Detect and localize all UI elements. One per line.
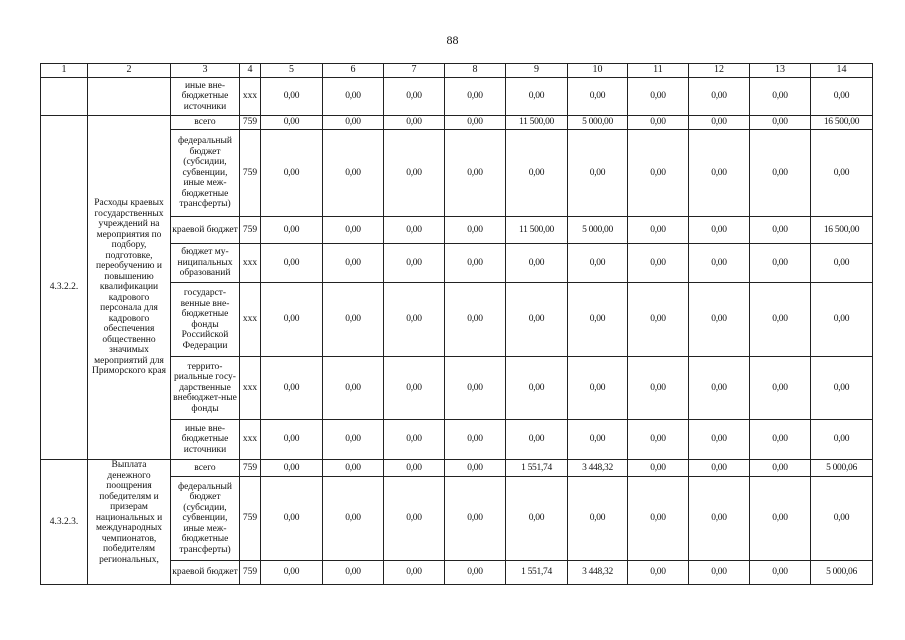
header-cell: 5: [261, 64, 323, 78]
amount-cell: 0,00: [261, 244, 323, 283]
amount-cell: 0,00: [506, 420, 568, 460]
amount-cell: 0,00: [568, 78, 628, 116]
amount-cell: 0,00: [384, 357, 445, 420]
table-row: [41, 78, 873, 116]
funding-source: краевой бюджет: [171, 561, 240, 585]
amount-cell: 0,00: [261, 561, 323, 585]
amount-cell: 3 448,32: [568, 460, 628, 477]
amount-cell: 0,00: [750, 561, 811, 585]
amount-cell: 0,00: [750, 244, 811, 283]
table-row: [41, 116, 873, 130]
amount-cell: 0,00: [323, 357, 384, 420]
amount-cell: 0,00: [445, 130, 506, 217]
header-cell: 13: [750, 64, 811, 78]
amount-cell: 0,00: [750, 420, 811, 460]
amount-cell: 0,00: [628, 78, 689, 116]
amount-cell: 16 500,00: [811, 217, 873, 244]
amount-cell: 0,00: [628, 130, 689, 217]
amount-cell: 0,00: [323, 420, 384, 460]
amount-cell: 0,00: [750, 116, 811, 130]
amount-cell: 0,00: [445, 420, 506, 460]
amount-cell: 0,00: [568, 357, 628, 420]
amount-cell: 0,00: [689, 244, 750, 283]
amount-cell: 0,00: [323, 130, 384, 217]
amount-cell: 0,00: [568, 283, 628, 357]
amount-cell: 0,00: [689, 357, 750, 420]
amount-cell: 0,00: [811, 78, 873, 116]
row-number-empty: [41, 78, 88, 116]
amount-cell: 0,00: [384, 420, 445, 460]
amount-cell: 0,00: [261, 78, 323, 116]
amount-cell: 0,00: [506, 130, 568, 217]
amount-cell: 0,00: [445, 561, 506, 585]
amount-cell: 0,00: [323, 283, 384, 357]
amount-cell: 0,00: [323, 78, 384, 116]
amount-cell: 0,00: [506, 244, 568, 283]
amount-cell: 16 500,00: [811, 116, 873, 130]
amount-cell: 0,00: [506, 78, 568, 116]
expense-code: 759: [240, 130, 261, 217]
amount-cell: 11 500,00: [506, 116, 568, 130]
amount-cell: 0,00: [689, 283, 750, 357]
amount-cell: 0,00: [445, 460, 506, 477]
amount-cell: 0,00: [384, 244, 445, 283]
expense-code: ххх: [240, 283, 261, 357]
amount-cell: 0,00: [628, 420, 689, 460]
amount-cell: 0,00: [811, 283, 873, 357]
row-number: 4.3.2.2.: [41, 116, 88, 460]
row-number: 4.3.2.3.: [41, 460, 88, 585]
table-row: [41, 460, 873, 477]
amount-cell: 0,00: [384, 460, 445, 477]
amount-cell: 0,00: [750, 283, 811, 357]
amount-cell: 0,00: [568, 130, 628, 217]
amount-cell: 0,00: [568, 477, 628, 561]
amount-cell: 0,00: [323, 217, 384, 244]
event-name-empty: [88, 78, 171, 116]
header-cell: 7: [384, 64, 445, 78]
amount-cell: 0,00: [750, 357, 811, 420]
amount-cell: 0,00: [261, 357, 323, 420]
amount-cell: 5 000,00: [568, 217, 628, 244]
amount-cell: 0,00: [506, 283, 568, 357]
amount-cell: 0,00: [628, 283, 689, 357]
amount-cell: 0,00: [750, 78, 811, 116]
amount-cell: 0,00: [323, 460, 384, 477]
amount-cell: 0,00: [445, 477, 506, 561]
expense-code: 759: [240, 217, 261, 244]
header-cell: 6: [323, 64, 384, 78]
header-cell: 3: [171, 64, 240, 78]
amount-cell: 0,00: [628, 561, 689, 585]
amount-cell: 0,00: [628, 357, 689, 420]
funding-source: бюджет му-ниципальных образований: [171, 244, 240, 283]
header-cell: 2: [88, 64, 171, 78]
amount-cell: 0,00: [628, 477, 689, 561]
expense-code: 759: [240, 561, 261, 585]
amount-cell: 0,00: [568, 420, 628, 460]
amount-cell: 5 000,00: [568, 116, 628, 130]
expense-code: 759: [240, 460, 261, 477]
event-name: Выплата денежного поощрения победителям и призерам национальных и международных чемпионатов, победителям региональных,: [88, 460, 171, 585]
funding-source: краевой бюджет: [171, 217, 240, 244]
amount-cell: 0,00: [689, 477, 750, 561]
amount-cell: 1 551,74: [506, 460, 568, 477]
header-cell: 10: [568, 64, 628, 78]
amount-cell: 0,00: [445, 78, 506, 116]
amount-cell: 0,00: [323, 561, 384, 585]
header-cell: 12: [689, 64, 750, 78]
amount-cell: 0,00: [323, 116, 384, 130]
amount-cell: 0,00: [445, 116, 506, 130]
expense-code: ххх: [240, 244, 261, 283]
funding-source: иные вне-бюджетные источники: [171, 420, 240, 460]
amount-cell: 0,00: [689, 116, 750, 130]
header-cell: 4: [240, 64, 261, 78]
amount-cell: 0,00: [261, 477, 323, 561]
amount-cell: 0,00: [384, 477, 445, 561]
funding-source: иные вне-бюджетные источники: [171, 78, 240, 116]
amount-cell: 3 448,32: [568, 561, 628, 585]
amount-cell: 0,00: [384, 283, 445, 357]
amount-cell: 0,00: [261, 460, 323, 477]
amount-cell: 0,00: [811, 357, 873, 420]
amount-cell: 1 551,74: [506, 561, 568, 585]
amount-cell: 0,00: [811, 420, 873, 460]
amount-cell: 0,00: [445, 357, 506, 420]
amount-cell: 0,00: [384, 217, 445, 244]
amount-cell: 0,00: [384, 78, 445, 116]
amount-cell: 5 000,06: [811, 460, 873, 477]
funding-source: федеральный бюджет (субсидии, субвенции, иные меж-бюджетные трансферты): [171, 477, 240, 561]
expense-code: ххх: [240, 78, 261, 116]
amount-cell: 11 500,00: [506, 217, 568, 244]
budget-table: [40, 63, 873, 585]
funding-source: всего: [171, 116, 240, 130]
amount-cell: 0,00: [445, 217, 506, 244]
amount-cell: 0,00: [323, 477, 384, 561]
amount-cell: 0,00: [568, 244, 628, 283]
header-cell: 9: [506, 64, 568, 78]
amount-cell: 0,00: [689, 561, 750, 585]
expense-code: 759: [240, 116, 261, 130]
amount-cell: 0,00: [689, 78, 750, 116]
amount-cell: 0,00: [506, 357, 568, 420]
funding-source: всего: [171, 460, 240, 477]
amount-cell: 0,00: [323, 244, 384, 283]
amount-cell: 0,00: [811, 244, 873, 283]
amount-cell: 0,00: [689, 217, 750, 244]
amount-cell: 0,00: [384, 116, 445, 130]
amount-cell: 0,00: [811, 130, 873, 217]
amount-cell: 0,00: [689, 420, 750, 460]
amount-cell: 0,00: [750, 217, 811, 244]
amount-cell: 0,00: [506, 477, 568, 561]
amount-cell: 0,00: [261, 420, 323, 460]
amount-cell: 0,00: [750, 477, 811, 561]
amount-cell: 0,00: [261, 116, 323, 130]
expense-code: ххх: [240, 357, 261, 420]
header-row: [41, 64, 873, 78]
amount-cell: 0,00: [689, 130, 750, 217]
amount-cell: 0,00: [750, 460, 811, 477]
amount-cell: 0,00: [261, 217, 323, 244]
amount-cell: 0,00: [811, 477, 873, 561]
amount-cell: 5 000,06: [811, 561, 873, 585]
amount-cell: 0,00: [384, 130, 445, 217]
header-cell: 1: [41, 64, 88, 78]
amount-cell: 0,00: [628, 244, 689, 283]
amount-cell: 0,00: [384, 561, 445, 585]
expense-code: ххх: [240, 420, 261, 460]
amount-cell: 0,00: [628, 217, 689, 244]
expense-code: 759: [240, 477, 261, 561]
amount-cell: 0,00: [445, 283, 506, 357]
header-cell: 11: [628, 64, 689, 78]
event-name: Расходы краевых государственных учреждений на мероприятия по подбору, подготовке, переобучению и повышению квалификации кадрового персонала для кадрового обеспечения общественно значимых мероприятий для Приморского края: [88, 116, 171, 460]
funding-source: федеральный бюджет (субсидии, субвенции, иные меж-бюджетные трансферты): [171, 130, 240, 217]
amount-cell: 0,00: [628, 460, 689, 477]
funding-source: государст-венные вне-бюджетные фонды Российской Федерации: [171, 283, 240, 357]
header-cell: 8: [445, 64, 506, 78]
amount-cell: 0,00: [261, 130, 323, 217]
amount-cell: 0,00: [750, 130, 811, 217]
amount-cell: 0,00: [689, 460, 750, 477]
amount-cell: 0,00: [445, 244, 506, 283]
header-cell: 14: [811, 64, 873, 78]
amount-cell: 0,00: [261, 283, 323, 357]
page-number: 88: [446, 33, 459, 47]
funding-source: террито-риальные госу-дарственные внебюджет-ные фонды: [171, 357, 240, 420]
amount-cell: 0,00: [628, 116, 689, 130]
